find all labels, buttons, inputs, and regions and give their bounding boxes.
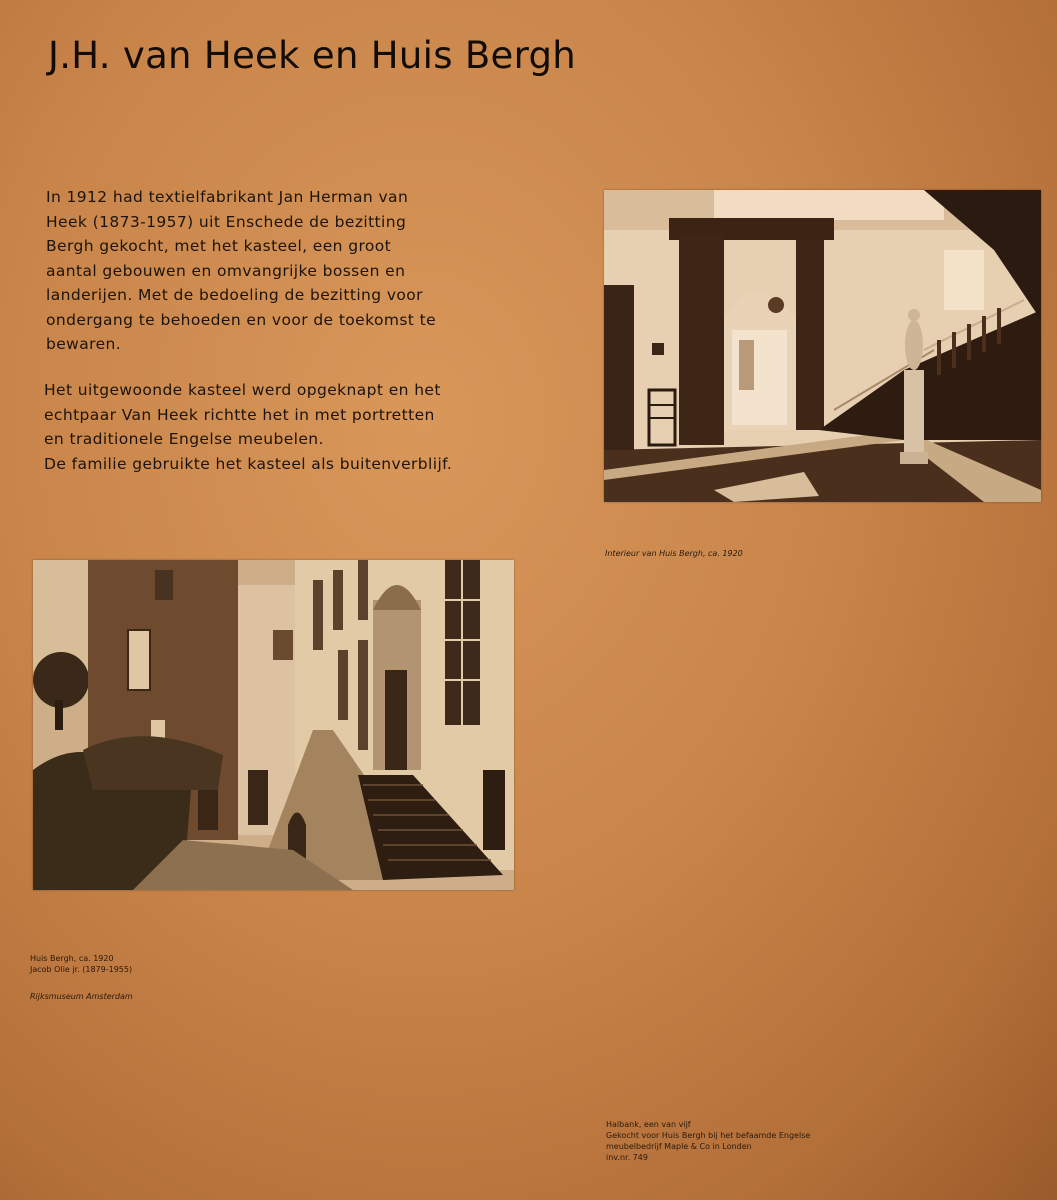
bench-caption: Halbank, een van vijf Gekocht voor Huis Bergh bij het befaamde Engelse meubelbedrijf Maple & Co in Londen inv.nr. 749 [606, 1120, 811, 1162]
exterior-photo-caption: Huis Bergh, ca. 1920 Jacob Olie jr. (1879-1955) [30, 954, 133, 974]
exterior-photo-source: Rijksmuseum Amsterdam [30, 992, 133, 1001]
exterior-photo-image [33, 560, 514, 890]
panel-title: J.H. van Heek en Huis Bergh [48, 34, 576, 77]
interior-photo-image [604, 190, 1041, 502]
exterior-photo [33, 560, 514, 890]
interior-photo [604, 190, 1041, 502]
second-paragraph: Het uitgewoonde kasteel werd opgeknapt en het echtpaar Van Heek richtte het in met portretten en traditionele Engelse meubelen. De familie gebruikte het kasteel als buitenverblijf. [44, 381, 453, 473]
intro-paragraph: In 1912 had textielfabrikant Jan Herman van Heek (1873-1957) uit Enschede de bezitting Bergh gekocht, met het kasteel, een groot aantal gebouwen en omvangrijke bossen en landerijen. Met de bedoeling de bezitting voor ondergang te behoeden en voor de toekomst te bewaren. [46, 188, 437, 353]
interior-photo-caption: Interieur van Huis Bergh, ca. 1920 [605, 549, 743, 558]
